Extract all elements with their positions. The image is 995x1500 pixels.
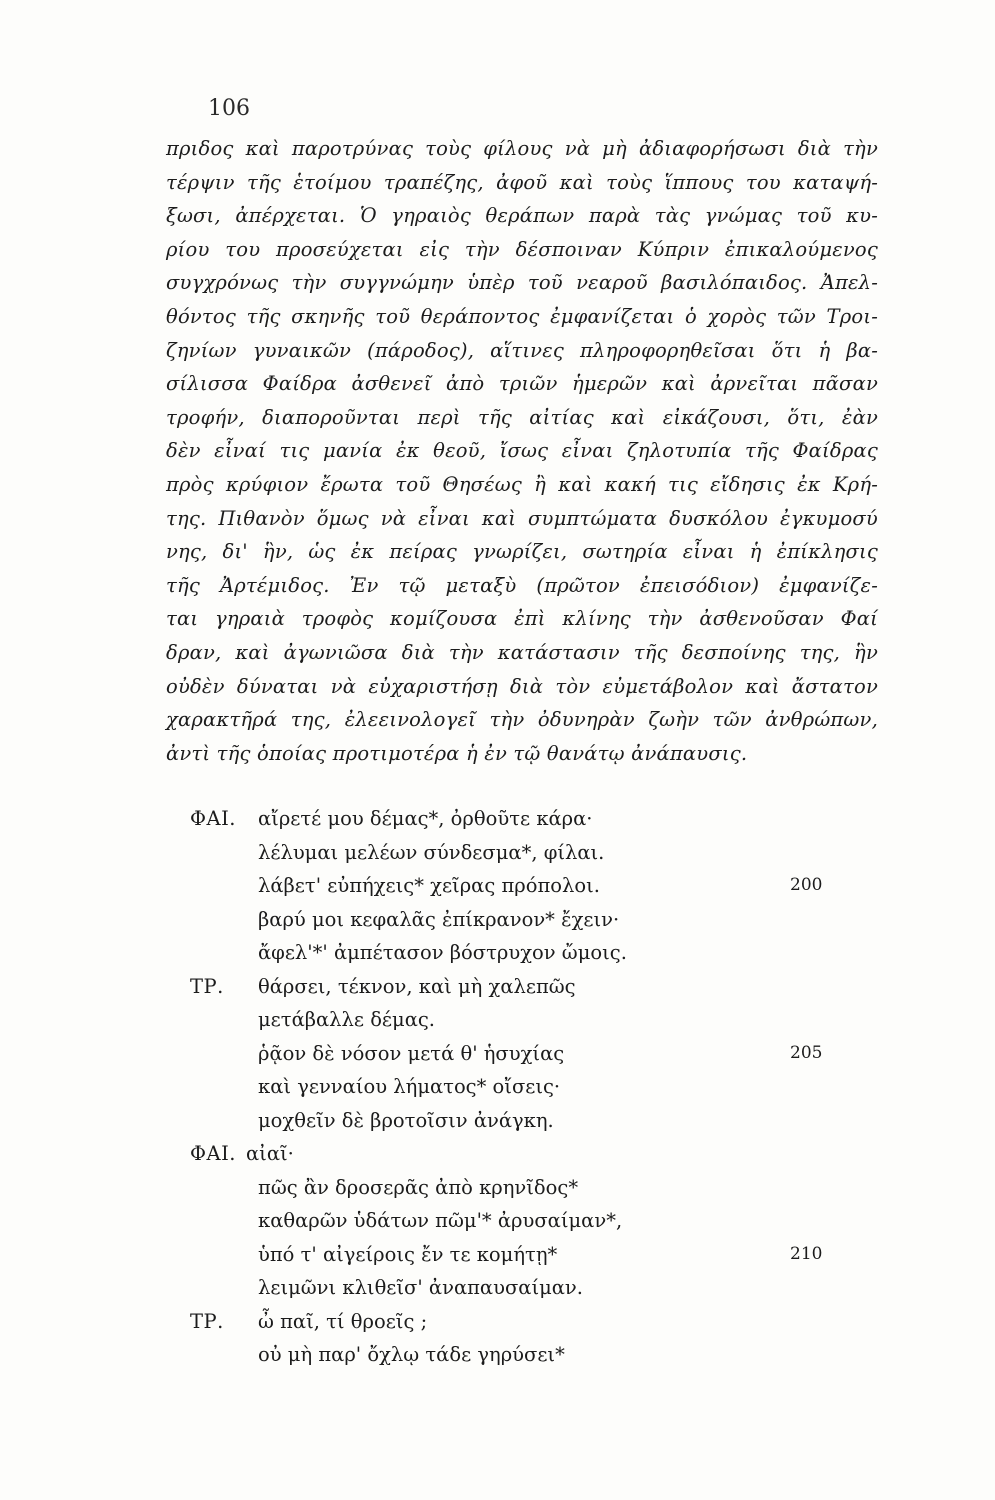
line-number: 205 xyxy=(790,1042,823,1063)
prose-line: τέρψιν τῆς ἑτοίμου τραπέζης, ἀφοῦ καὶ τοὺς ἵππους του καταψή- xyxy=(166,170,878,194)
verse-line xyxy=(190,1305,830,1339)
verse-text: ὑπό τ' αἰγείροις ἔν τε κομήτῃ* xyxy=(258,1242,558,1266)
verse-text: αἰαῖ· xyxy=(246,1142,294,1165)
speaker-label: ΤΡ. xyxy=(190,974,224,998)
prose-line: τῆς Ἀρτέμιδος. Ἐν τῷ μεταξὺ (πρῶτον ἐπεισόδιον) ἐμφανίζε- xyxy=(166,573,878,597)
verse-line xyxy=(190,1070,830,1104)
verse-text: ὦ παῖ, τί θροεῖς ; xyxy=(258,1309,428,1333)
speaker-label: ΦΑΙ. xyxy=(190,1142,236,1165)
verse-line xyxy=(190,936,830,970)
verse-text: λάβετ' εὐπήχεις* χεῖρας πρόπολοι. xyxy=(258,874,600,897)
prose-line: δραν, καὶ ἀγωνιῶσα διὰ τὴν κατάστασιν τῆς δεσποίνης της, ἣν xyxy=(166,640,878,664)
verse-line xyxy=(190,836,830,870)
speaker-label: ΤΡ. xyxy=(190,1309,224,1333)
prose-line: ται γηραιὰ τροφὸς κομίζουσα ἐπὶ κλίνης τὴν ἀσθενοῦσαν Φαί xyxy=(166,607,878,631)
verse-line xyxy=(190,903,830,937)
verse-line xyxy=(190,1271,830,1305)
prose-line: ζηνίων γυναικῶν (πάροδος), αἵτινες πληροφορηθεῖσαι ὅτι ἡ βα- xyxy=(166,338,878,362)
verse-text: ἄφελ'*' ἀμπέτασον βόστρυχον ὤμοις. xyxy=(258,941,627,964)
line-number: 200 xyxy=(790,875,823,895)
prose-line: νης, δι' ἣν, ὡς ἐκ πείρας γνωρίζει, σωτηρία εἶναι ἡ ἐπίκλησις xyxy=(166,540,878,564)
verse-text: μοχθεῖν δὲ βροτοῖσιν ἀνάγκη. xyxy=(258,1108,554,1132)
verse-passage xyxy=(190,802,830,1372)
prose-line: ἀντὶ τῆς ὁποίας προτιμοτέρα ἡ ἐν τῷ θανάτῳ ἀνάπαυσις. xyxy=(166,741,748,765)
page-number: 106 xyxy=(208,96,250,121)
verse-line xyxy=(190,1238,830,1272)
verse-line xyxy=(190,1137,830,1171)
verse-line xyxy=(190,1171,830,1205)
verse-line xyxy=(190,1338,830,1372)
prose-line: ρίου του προσεύχεται εἰς τὴν δέσποιναν Κύπριν ἐπικαλούμενος xyxy=(166,237,878,261)
verse-text: λέλυμαι μελέων σύνδεσμα*, φίλαι. xyxy=(258,840,605,864)
prose-line: χαρακτῆρά της, ἐλεεινολογεῖ τὴν ὀδυνηρὰν ζωὴν τῶν ἀνθρώπων, xyxy=(166,708,878,732)
verse-text: βαρύ μοι κεφαλᾶς ἐπίκρανον* ἔχειν· xyxy=(258,907,620,931)
verse-text: καθαρῶν ὑδάτων πῶμ'* ἀρυσαίμαν*, xyxy=(258,1209,623,1232)
verse-line xyxy=(190,1037,830,1071)
verse-text: λειμῶνι κλιθεῖσ' ἀναπαυσαίμαν. xyxy=(258,1276,583,1299)
verse-text: μετάβαλλε δέμας. xyxy=(258,1008,435,1031)
verse-text: θάρσει, τέκνον, καὶ μὴ χαλεπῶς xyxy=(258,974,576,998)
verse-text: ῥᾷον δὲ νόσον μετά θ' ἡσυχίας xyxy=(258,1041,565,1065)
prose-line: θόντος τῆς σκηνῆς τοῦ θεράποντος ἐμφανίζεται ὁ χορὸς τῶν Τροι- xyxy=(166,304,878,328)
prose-line: πριδος καὶ παροτρύνας τοὺς φίλους νὰ μὴ ἀδιαφορήσωσι διὰ τὴν xyxy=(166,137,878,160)
verse-line xyxy=(190,1204,830,1238)
prose-line: σίλισσα Φαίδρα ἀσθενεῖ ἀπὸ τριῶν ἡμερῶν καὶ ἀρνεῖται πᾶσαν xyxy=(166,372,878,396)
verse-line xyxy=(190,802,830,836)
prose-line: πρὸς κρύφιον ἔρωτα τοῦ Θησέως ἢ καὶ κακή τις εἴδησις ἐκ Κρή- xyxy=(166,472,878,496)
verse-line xyxy=(190,869,830,903)
prose-summary xyxy=(166,132,878,770)
prose-line: ξωσι, ἀπέρχεται. Ὁ γηραιὸς θεράπων παρὰ τὰς γνώμας τοῦ κυ- xyxy=(166,204,878,228)
line-number: 210 xyxy=(790,1243,823,1264)
prose-line: τροφήν, διαποροῦνται περὶ τῆς αἰτίας καὶ εἰκάζουσι, ὅτι, ἐὰν xyxy=(166,405,878,429)
verse-line xyxy=(190,1104,830,1138)
speaker-label: ΦΑΙ. xyxy=(190,807,236,830)
prose-line: συγχρόνως τὴν συγγνώμην ὑπὲρ τοῦ νεαροῦ βασιλόπαιδος. Ἀπελ- xyxy=(166,271,878,295)
verse-text: αἴρετέ μου δέμας*, ὀρθοῦτε κάρα· xyxy=(258,807,593,830)
verse-text: καὶ γενναίου λήματος* οἴσεις· xyxy=(258,1075,561,1098)
prose-line: της. Πιθανὸν ὅμως νὰ εἶναι καὶ συμπτώματα δυσκόλου ἐγκυμοσύ xyxy=(166,506,878,530)
verse-line xyxy=(190,1003,830,1037)
prose-line: δὲν εἶναί τις μανία ἐκ θεοῦ, ἴσως εἶναι ζηλοτυπία τῆς Φαίδρας xyxy=(166,439,878,463)
verse-text: οὐ μὴ παρ' ὄχλῳ τάδε γηρύσει* xyxy=(258,1343,565,1366)
prose-line: οὐδὲν δύναται νὰ εὐχαριστήσῃ διὰ τὸν εὐμετάβολον καὶ ἄστατον xyxy=(166,674,878,698)
verse-line xyxy=(190,970,830,1004)
verse-text: πῶς ἂν δροσερᾶς ἀπὸ κρηνῖδος* xyxy=(258,1175,579,1199)
